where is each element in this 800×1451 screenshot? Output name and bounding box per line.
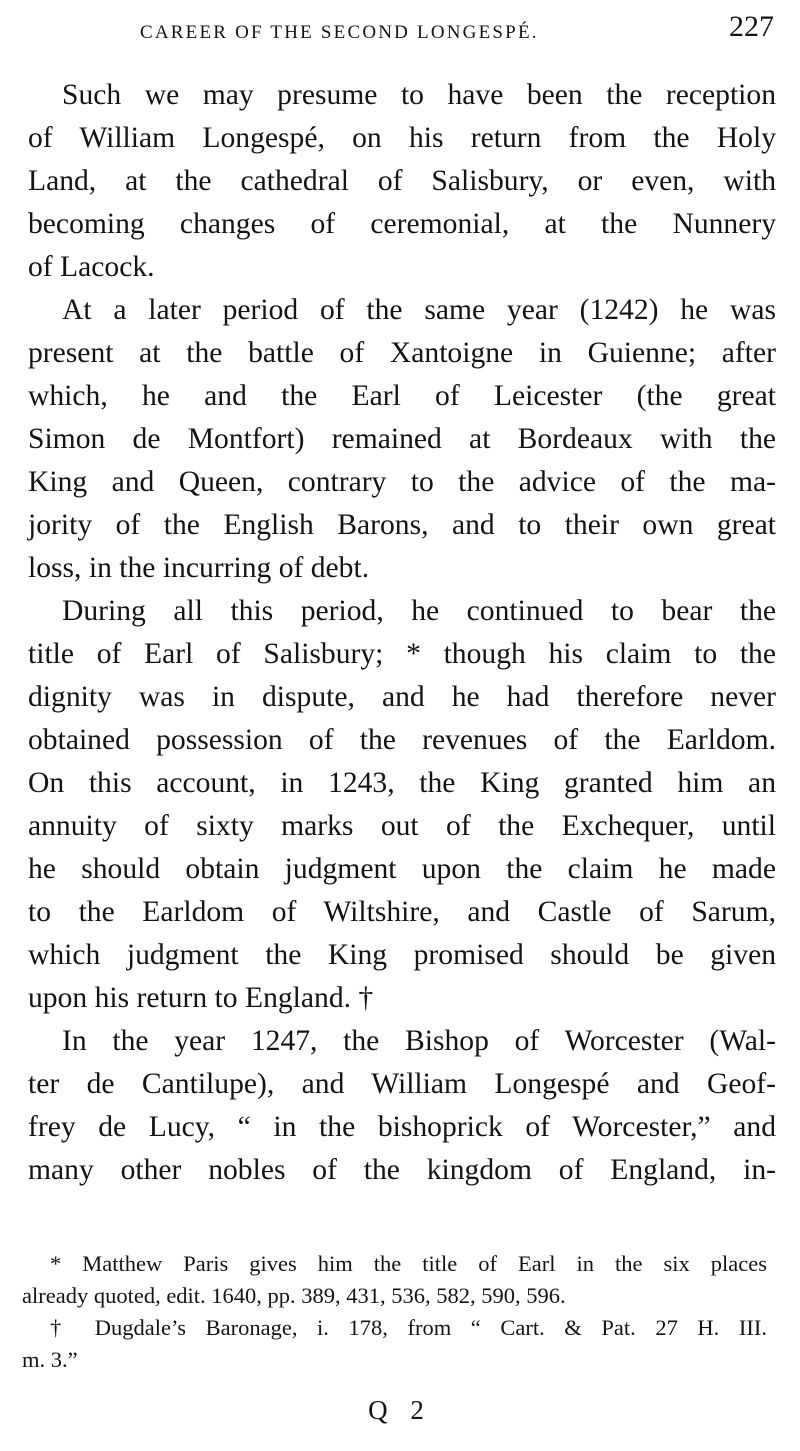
text-line: which, he and the Earl of Leicester (the great <box>28 380 776 412</box>
text-line: loss, in the incurring of debt. <box>28 552 370 584</box>
text-line: title of Earl of Salisbury; * though his claim to the <box>28 638 776 670</box>
text-line: which judgment the King promised should be given <box>28 939 776 971</box>
footnotes <box>22 1248 767 1376</box>
text-line: upon his return to England. † <box>28 982 374 1014</box>
text-line: In the year 1247, the Bishop of Worcester (Wal- <box>62 1025 776 1057</box>
text-line: of William Longespé, on his return from the Holy <box>28 122 776 154</box>
text-line: Land, at the cathedral of Salisbury, or even, with <box>28 165 776 197</box>
text-line: many other nobles of the kingdom of England, in- <box>28 1154 776 1186</box>
text-line: becoming changes of ceremonial, at the Nunnery <box>28 208 776 240</box>
body-text <box>28 74 776 1192</box>
text-line: dignity was in dispute, and he had therefore never <box>28 681 776 713</box>
footnote-line: already quoted, edit. 1640, pp. 389, 431, 536, 582, 590, 596. <box>22 1283 566 1308</box>
text-line: he should obtain judgment upon the claim he made <box>28 853 776 885</box>
footnote-line: m. 3.” <box>22 1347 78 1372</box>
text-line: On this account, in 1243, the King granted him an <box>28 767 776 799</box>
text-line: During all this period, he continued to bear the <box>62 595 776 627</box>
text-line: annuity of sixty marks out of the Exchequer, until <box>28 810 776 842</box>
running-title: CAREER OF THE SECOND LONGESPÉ. <box>140 22 539 43</box>
footnote-line: * Matthew Paris gives him the title of Earl in the six places <box>50 1251 767 1276</box>
text-line: King and Queen, contrary to the advice of the ma- <box>28 466 776 498</box>
footnote-line: † Dugdale’s Baronage, i. 178, from “ Cart. & Pat. 27 H. III. <box>50 1315 767 1340</box>
text-line: Simon de Montfort) remained at Bordeaux with the <box>28 423 776 455</box>
text-line: to the Earldom of Wiltshire, and Castle of Sarum, <box>28 896 776 928</box>
text-line: frey de Lucy, “ in the bishoprick of Worcester,” and <box>28 1111 776 1143</box>
running-head <box>0 8 780 44</box>
text-line: obtained possession of the revenues of the Earldom. <box>28 724 776 756</box>
text-line: Such we may presume to have been the reception <box>62 79 776 111</box>
text-line: jority of the English Barons, and to their own great <box>28 509 776 541</box>
text-line: ter de Cantilupe), and William Longespé and Geof- <box>28 1068 776 1100</box>
text-line: present at the battle of Xantoigne in Guienne; after <box>28 337 776 369</box>
page-number: 227 <box>729 10 774 43</box>
text-line: of Lacock. <box>28 251 155 283</box>
text-line: At a later period of the same year (1242) he was <box>62 294 776 326</box>
signature-mark: Q 2 <box>368 1395 432 1425</box>
